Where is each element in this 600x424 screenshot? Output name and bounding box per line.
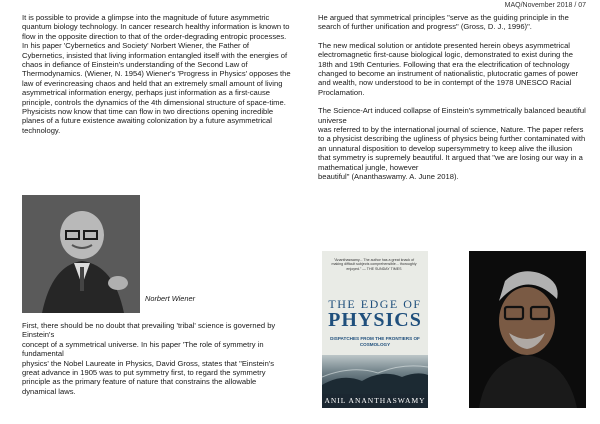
gross-line-1: First, there should be no doubt that prevailing 'tribal' science is governed by Einstein's: [22, 321, 276, 340]
right-column-text: [318, 13, 586, 182]
intro-paragraph: It is possible to provide a glimpse into the magnitude of future asymmetric quantum biology technology. In cancer research healthy information is known to flow in the opposite direction to that of the order-degrading entropic processes. In his paper 'Cybernetics and Society' Norbert Wiener, the Father of Cybernetics, insisted that living information entangled itself with the energies of chaos in defiance of Einstein's understanding of the Second Law of Thermodynamics. (Wiener, N. 1954) Wiener's 'Progress in Physics' opposes the law of everincreasing chaos and held that an extremely small amount of living asymmetrical information energy, perhaps just information as a first-cause principle, controls the dynamics of the 4th dimensional structure of space-time. Physicists now know that time can flow in two directions opening incredible planes of a future existence awaiting colonization by a future asymmetrical technology.: [22, 13, 291, 135]
nature-line-1: The Science-Art induced collapse of Einstein's symmetrically balanced beautiful universe: [318, 106, 586, 125]
medical-solution-paragraph: The new medical solution or antidote presented herein obeys asymmetrical electromagnetic first-cause biological logic, demonstrated to exist during the 18th and 19th Centuries. Following that era the electrification of technology changed to become an instrument of nationalistic, plutocratic games of power and wealth, now understood to be in contempt of the 1978 UNESCO Racial Proclamation.: [318, 40, 579, 97]
nature-paragraph: [318, 106, 586, 181]
gross-line-2: concept of a symmetrical universe. In his paper 'The role of symmetry in fundamental: [22, 339, 264, 359]
book-author: ANIL ANANTHASWAMY: [324, 396, 426, 405]
book-title-line1: THE EDGE OF: [328, 297, 422, 311]
book-cover-image: [322, 251, 428, 408]
left-column-text: [22, 13, 292, 144]
author-portrait-photo: [469, 251, 586, 408]
gross-line-3: physics' the Nobel Laureate in Physics, David Gross, states that "Einstein's great advance in 1905 was to put symmetry first, to regard the symmetry principle as the primary feature of nature that constrains the allowable dynamical laws.: [22, 358, 275, 396]
nature-line-3: beautiful" (Ananthaswamy. A. June 2018).: [318, 172, 459, 182]
gross-paragraph: [22, 321, 292, 396]
book-cover-quote: "Ananthaswamy... The author has a great knack of making difficult subjects comprehensible... thoroughly enjoyed." — THE SUNDAY TIMES: [331, 258, 417, 271]
nature-line-2: was referred to by the international journal of science, Nature. The paper refers to a physicist describing the ugliness of physics being further contaminated with an unnatural disposition to develop supersymmetry to keep alive the illusion that symmetry is supremely beautiful. It argued that "we are losing our way in a mathematical jungle, however: [318, 125, 586, 172]
book-title-line2: PHYSICS: [328, 309, 422, 331]
norbert-wiener-photo: [22, 195, 140, 313]
book-subtitle: DISPATCHES FROM THE FRONTIERS OF COSMOLOGY: [330, 336, 420, 347]
gross-quote-paragraph: He argued that symmetrical principles "serve as the guiding principle in the search of further unification and progress" (Gross, D. J., 1996)".: [318, 13, 569, 32]
photo-caption: Norbert Wiener: [145, 294, 196, 303]
book-cover-art: [322, 355, 428, 394]
page-header: MAQ/November 2018 / 07: [504, 2, 586, 9]
